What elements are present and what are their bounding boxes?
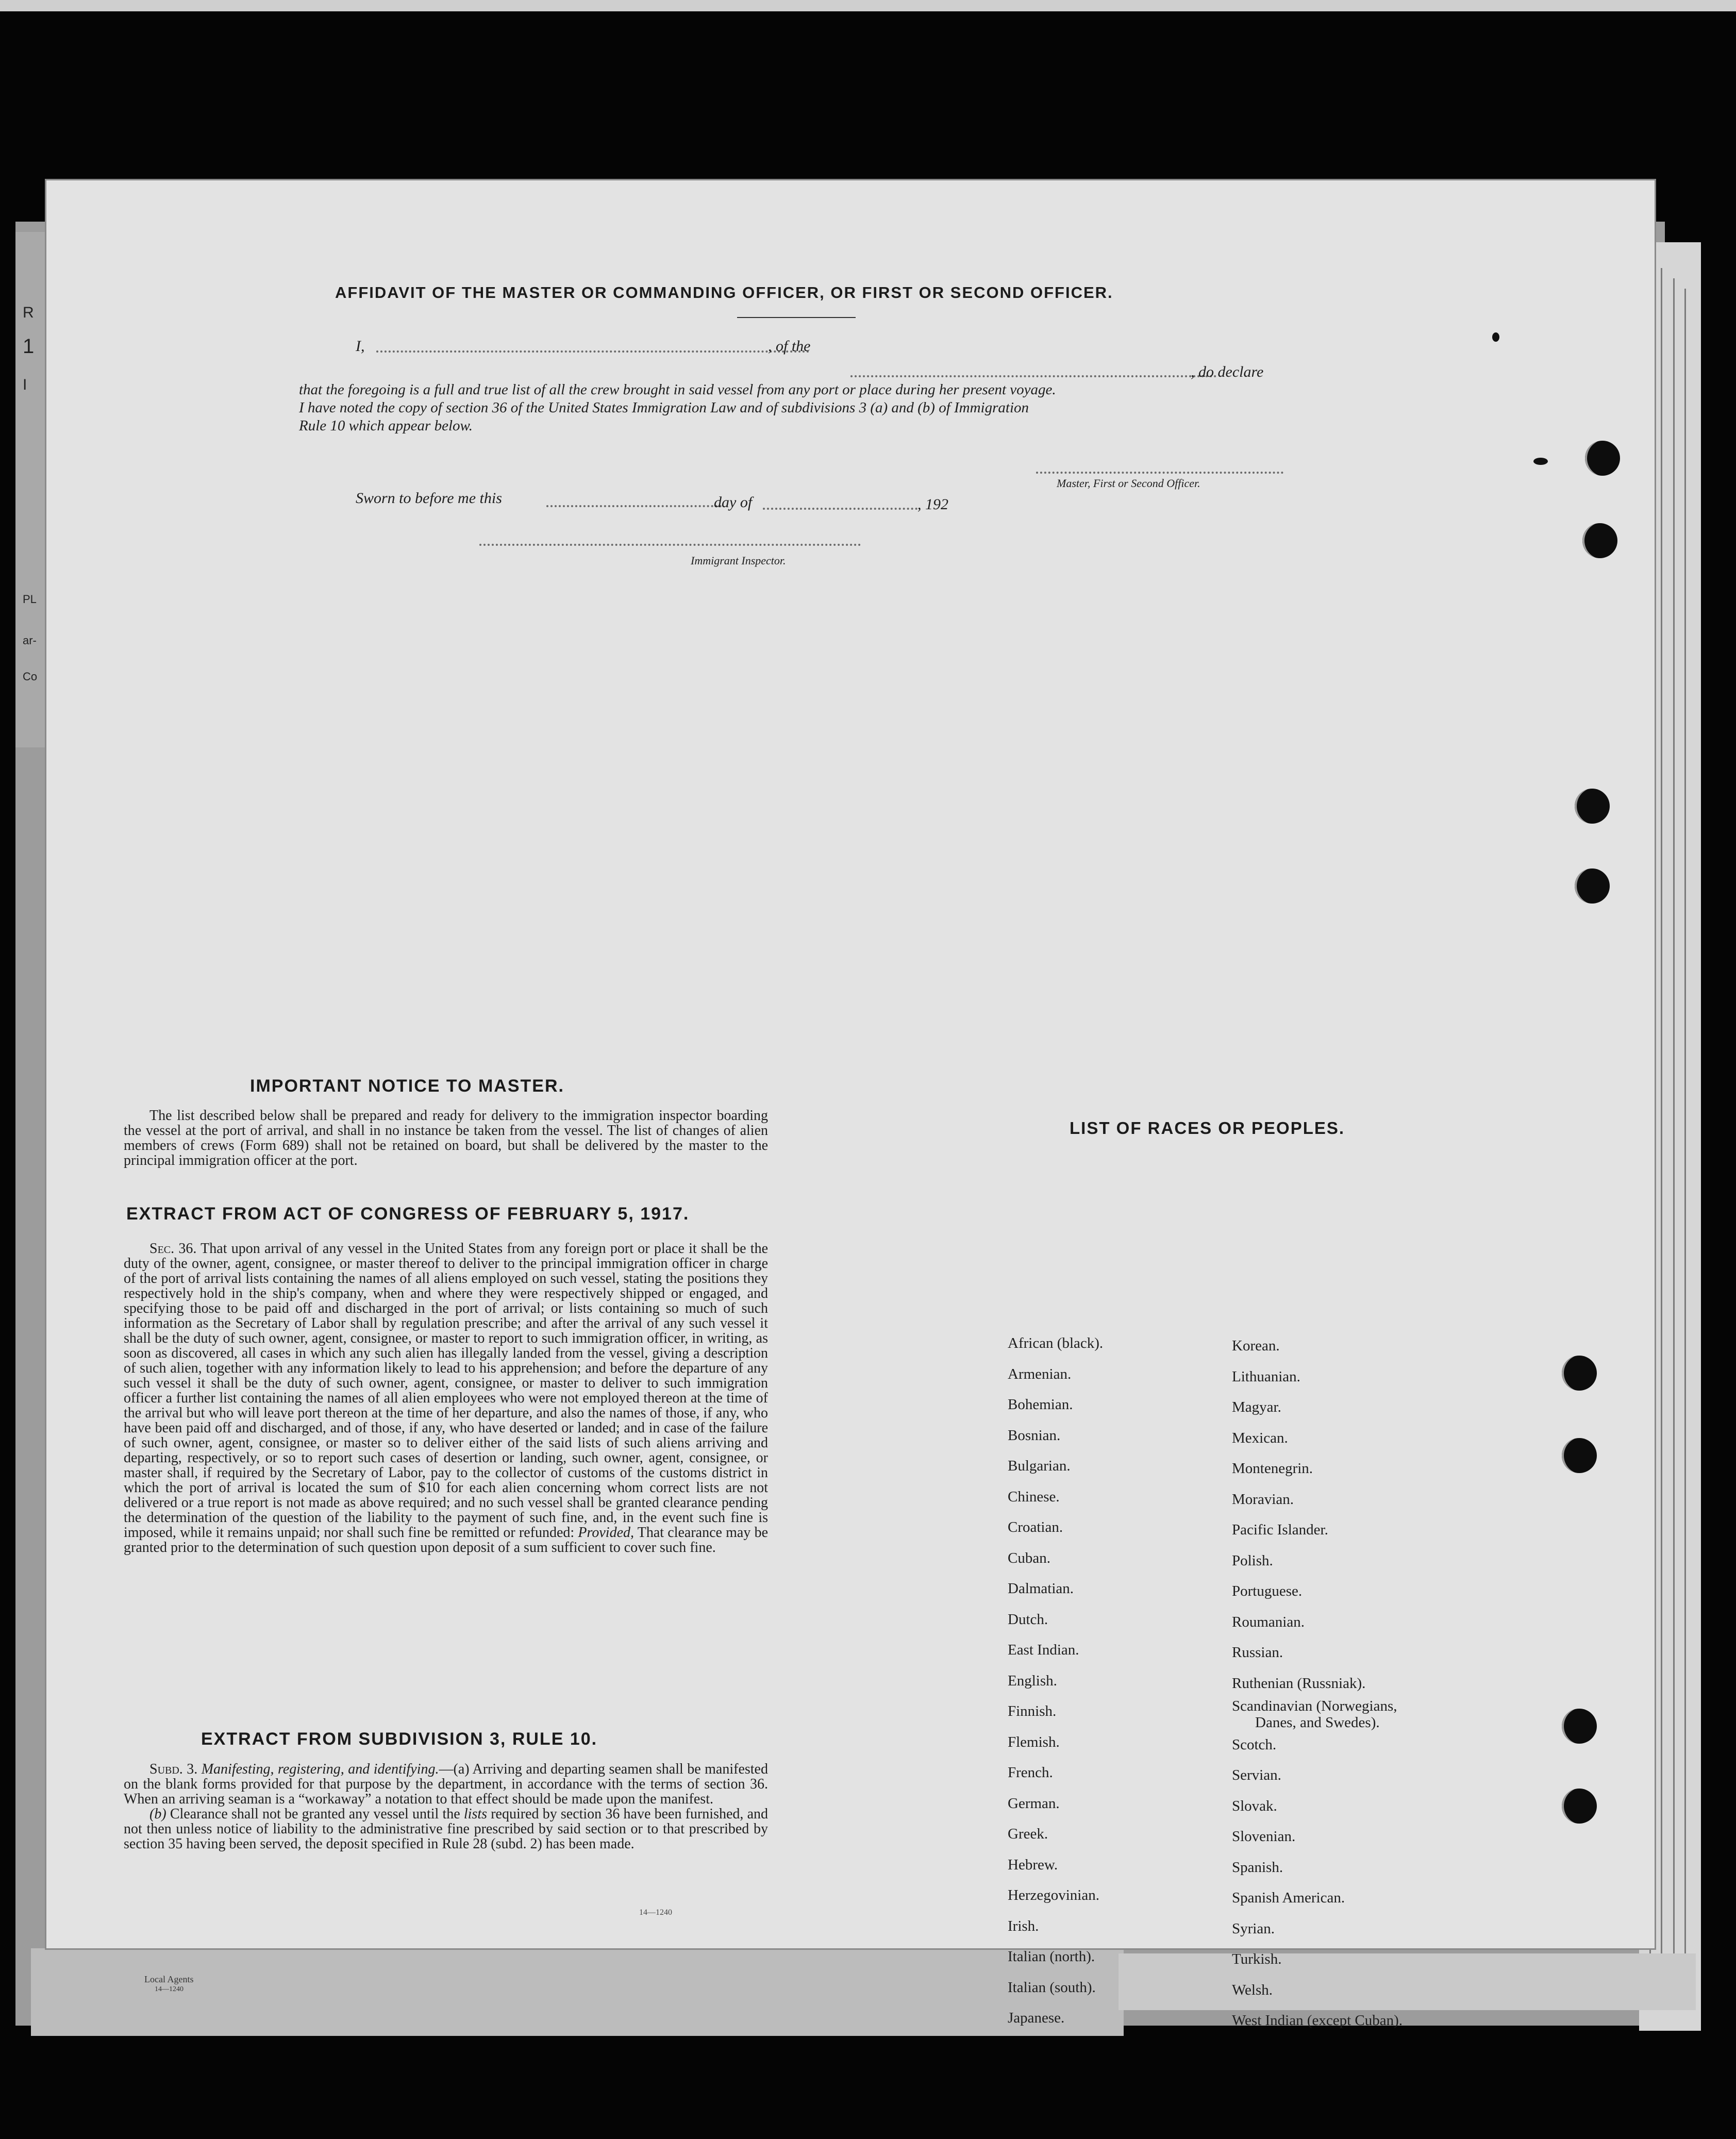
rule-para-b-text-1: Clearance shall not be granted any vessel until the	[170, 1806, 460, 1822]
affidavit-title: AFFIDAVIT OF THE MASTER OR COMMANDING OFFICER, OR FIRST OR SECOND OFFICER.	[335, 283, 1113, 302]
binder-hole	[1585, 441, 1620, 476]
race-item: Turkish.	[1232, 1951, 1282, 1967]
sworn-day-blank	[546, 505, 722, 507]
master-signature-blank	[1036, 472, 1283, 474]
binder-hole	[1562, 1356, 1597, 1391]
bottom-sheet-stub	[31, 1948, 1124, 2036]
affidavit-line-3: I have noted the copy of section 36 of the United States Immigration Law and of subdivisions 3 (a) and (b) of Immigration	[299, 399, 1029, 416]
race-item: Finnish.	[1008, 1703, 1057, 1719]
binder-hole	[1562, 1709, 1597, 1744]
race-item: Montenegrin.	[1232, 1460, 1313, 1477]
act-body: That upon arrival of any vessel in the United States from any foreign port or place it shall be the duty of the owner, agent, consignee, or master thereof to deliver to the principal immigration officer in charge of the port of arrival lists containing the names of all aliens employed on such vessel, stating the positions they respectively hold in the ship's company, when and where they were respectively shipped or engaged, and specifying those to be paid off and discharged in the port of arrival; or lists containing so much of such information as the Secretary of Labor shall by regulation prescribe; and after the arrival of any such vessel it shall be the duty of such owner, agent, consignee, or master to report to such immigration officer, in writing, as soon as discovered, all cases in which any such alien has illegally landed from the vessel, giving a description of such alien, together with any information likely to lead to his apprehension; and before the departure of any such vessel it shall be the duty of such owner, agent, consignee, or master to deliver to such immigration officer a further list containing the names of all alien employees who were not employed thereon at the time of the arrival but who will leave port thereon at the time of her departure, and also the names of those, if any, who have been paid off and discharged, and of those, if any, who have deserted or landed; and in case of the failure of such owner, agent, consignee, or master so to deliver either of the said lists of such aliens arriving and departing, respectively, or so to report such cases of desertion or landing, such owner, agent, consignee, or master shall, if required by the Secretary of Labor, pay to the collector of customs of the customs district in which the port of arrival is located the sum of $10 for each alien concerning whom correct lists are not delivered or a true report is not made as above required; and no such vessel shall be granted clearance pending the determination of the question of the liability to the payment of such fine, and, in the event such fine is imposed, while it remains unpaid; nor shall such fine be remitted or refunded:	[124, 1241, 768, 1541]
notice-title: IMPORTANT NOTICE TO MASTER.	[250, 1076, 564, 1096]
race-item: Hebrew.	[1008, 1856, 1058, 1873]
master-signature-label: Master, First or Second Officer.	[1057, 477, 1200, 490]
sheet-edge-line-3	[1673, 278, 1675, 1995]
rule-subd-heading: Manifesting, registering, and identifying.	[201, 1761, 439, 1777]
race-item: Italian (south).	[1008, 1979, 1096, 1996]
sheet-edge-line-2	[1661, 268, 1662, 1995]
race-item: Syrian.	[1232, 1920, 1275, 1937]
race-item: Greek.	[1008, 1826, 1048, 1842]
race-item: French.	[1008, 1764, 1053, 1781]
race-item: Roumanian.	[1232, 1613, 1305, 1630]
race-item: West Indian (except Cuban).	[1232, 2012, 1403, 2029]
race-item: Bohemian.	[1008, 1396, 1073, 1413]
race-item: Japanese.	[1008, 2010, 1065, 2026]
rule-para-a-text: —(a) Arriving and departing seamen shall be manifested on the blank forms provided for that purpose by the department, in accordance with the terms of section 36. When an arriving seaman is a “workaway” a notation to that effect should be made upon the manifest.	[124, 1761, 768, 1807]
race-item: Dutch.	[1008, 1611, 1048, 1628]
binder-hole	[1562, 1438, 1597, 1473]
race-item: Polish.	[1232, 1552, 1273, 1569]
race-item: Servian.	[1232, 1767, 1281, 1783]
rule-para-b-label: (b)	[149, 1806, 166, 1822]
race-item: Ruthenian (Russniak).	[1232, 1675, 1366, 1692]
race-item: Scandinavian (Norwegians,	[1232, 1698, 1397, 1714]
year-label: , 192	[917, 496, 948, 513]
race-item: Slovak.	[1232, 1797, 1277, 1814]
race-item: Portuguese.	[1232, 1583, 1303, 1599]
race-item: Mexican.	[1232, 1429, 1288, 1446]
binder-hole	[1575, 868, 1610, 904]
inspector-label: Immigrant Inspector.	[691, 554, 786, 567]
race-item: African (black).	[1008, 1335, 1104, 1351]
scan-top-border	[0, 0, 1736, 11]
race-item: Dalmatian.	[1008, 1580, 1074, 1597]
act-title: EXTRACT FROM ACT OF CONGRESS OF FEBRUARY 5, 1917.	[126, 1204, 690, 1224]
vessel-blank	[850, 375, 1216, 377]
rule-para-b-lists: lists	[463, 1806, 488, 1822]
act-text	[124, 1241, 768, 1555]
day-of-label: day of	[714, 494, 753, 511]
race-item: Croatian.	[1008, 1519, 1063, 1535]
race-item: Welsh.	[1232, 1981, 1273, 1998]
race-item: Slovenian.	[1232, 1828, 1296, 1845]
race-item: Italian (north).	[1008, 1948, 1095, 1965]
affidavit-of-the-label: , of the	[768, 338, 811, 355]
race-item: Chinese.	[1008, 1488, 1060, 1505]
affidavit-title-rule	[737, 317, 856, 318]
race-item: Korean.	[1232, 1338, 1280, 1354]
race-item: Scotch.	[1232, 1736, 1277, 1753]
left-page-edge: R 1 I PL ar- Co	[15, 232, 59, 747]
race-item: English.	[1008, 1672, 1057, 1689]
rule-para-a	[124, 1762, 768, 1807]
ink-mark	[1492, 332, 1499, 342]
sheet-edge-line-4	[1684, 289, 1686, 1990]
ink-mark	[1533, 458, 1548, 465]
race-item: Danes, and Swedes).	[1255, 1714, 1380, 1731]
race-item: Spanish American.	[1232, 1890, 1345, 1906]
local-agents-number: 14—1240	[155, 1985, 183, 1993]
races-title: LIST OF RACES OR PEOPLES.	[1070, 1118, 1345, 1138]
inspector-signature-blank	[479, 544, 861, 546]
rule-text	[124, 1762, 768, 1851]
race-item: German.	[1008, 1795, 1060, 1812]
affidavit-do-declare: , do declare	[1191, 363, 1264, 380]
rule-para-b	[124, 1807, 768, 1851]
rule-subd-label: Subd. 3.	[149, 1761, 198, 1777]
act-body-end: That clearance may be granted prior to the determination of such question upon deposit of a sum sufficient to cover such fine.	[124, 1525, 768, 1556]
affidavit-line-4: Rule 10 which appear below.	[299, 417, 473, 434]
rule-title: EXTRACT FROM SUBDIVISION 3, RULE 10.	[201, 1729, 598, 1749]
notice-text	[124, 1108, 768, 1168]
race-item: Cuban.	[1008, 1549, 1050, 1566]
notice-paragraph: The list described below shall be prepared and ready for delivery to the immigration inspector boarding the vessel at the port of arrival, and shall in no instance be taken from the vessel. The list of changes of alien members of crews (Form 689) shall not be retained on board, but shall be delivered by the master to the principal immigration officer at the port.	[124, 1108, 768, 1168]
act-provided: Provided,	[578, 1525, 635, 1541]
race-item: Moravian.	[1232, 1491, 1294, 1508]
race-item: Flemish.	[1008, 1733, 1060, 1750]
race-item: Magyar.	[1232, 1399, 1281, 1415]
form-number: 14—1240	[639, 1908, 672, 1917]
act-paragraph	[124, 1241, 768, 1555]
sworn-month-blank	[763, 508, 917, 510]
act-section-label: Sec. 36.	[149, 1241, 197, 1257]
binder-hole	[1582, 523, 1617, 558]
race-item: Irish.	[1008, 1917, 1039, 1934]
race-item: East Indian.	[1008, 1642, 1079, 1658]
affidavit-i-label: I,	[356, 338, 365, 355]
sworn-label: Sworn to before me this	[356, 490, 502, 507]
race-item: Pacific Islander.	[1232, 1522, 1328, 1538]
binder-hole	[1562, 1789, 1597, 1824]
bottom-sheet-stub-2	[1119, 1953, 1696, 2010]
race-item: Bosnian.	[1008, 1427, 1061, 1444]
race-item: Herzegovinian.	[1008, 1887, 1099, 1903]
race-item: Armenian.	[1008, 1365, 1072, 1382]
race-item: Russian.	[1232, 1644, 1283, 1661]
name-blank	[376, 350, 809, 353]
local-agents-label: Local Agents	[144, 1974, 194, 1984]
race-item: Lithuanian.	[1232, 1368, 1300, 1385]
binder-hole	[1575, 789, 1610, 824]
affidavit-line-2: that the foregoing is a full and true list of all the crew brought in said vessel from any port or place during her present voyage.	[299, 381, 1056, 398]
race-item: Spanish.	[1232, 1859, 1283, 1876]
rule-para-b-text-2: required by section 36 have been furnished, and not then unless notice of liability to the administrative fine prescribed by said section or to that prescribed by section 35 having been served, the deposit specified in Rule 28 (subd. 2) has been made.	[124, 1806, 769, 1852]
race-item: Bulgarian.	[1008, 1458, 1071, 1474]
